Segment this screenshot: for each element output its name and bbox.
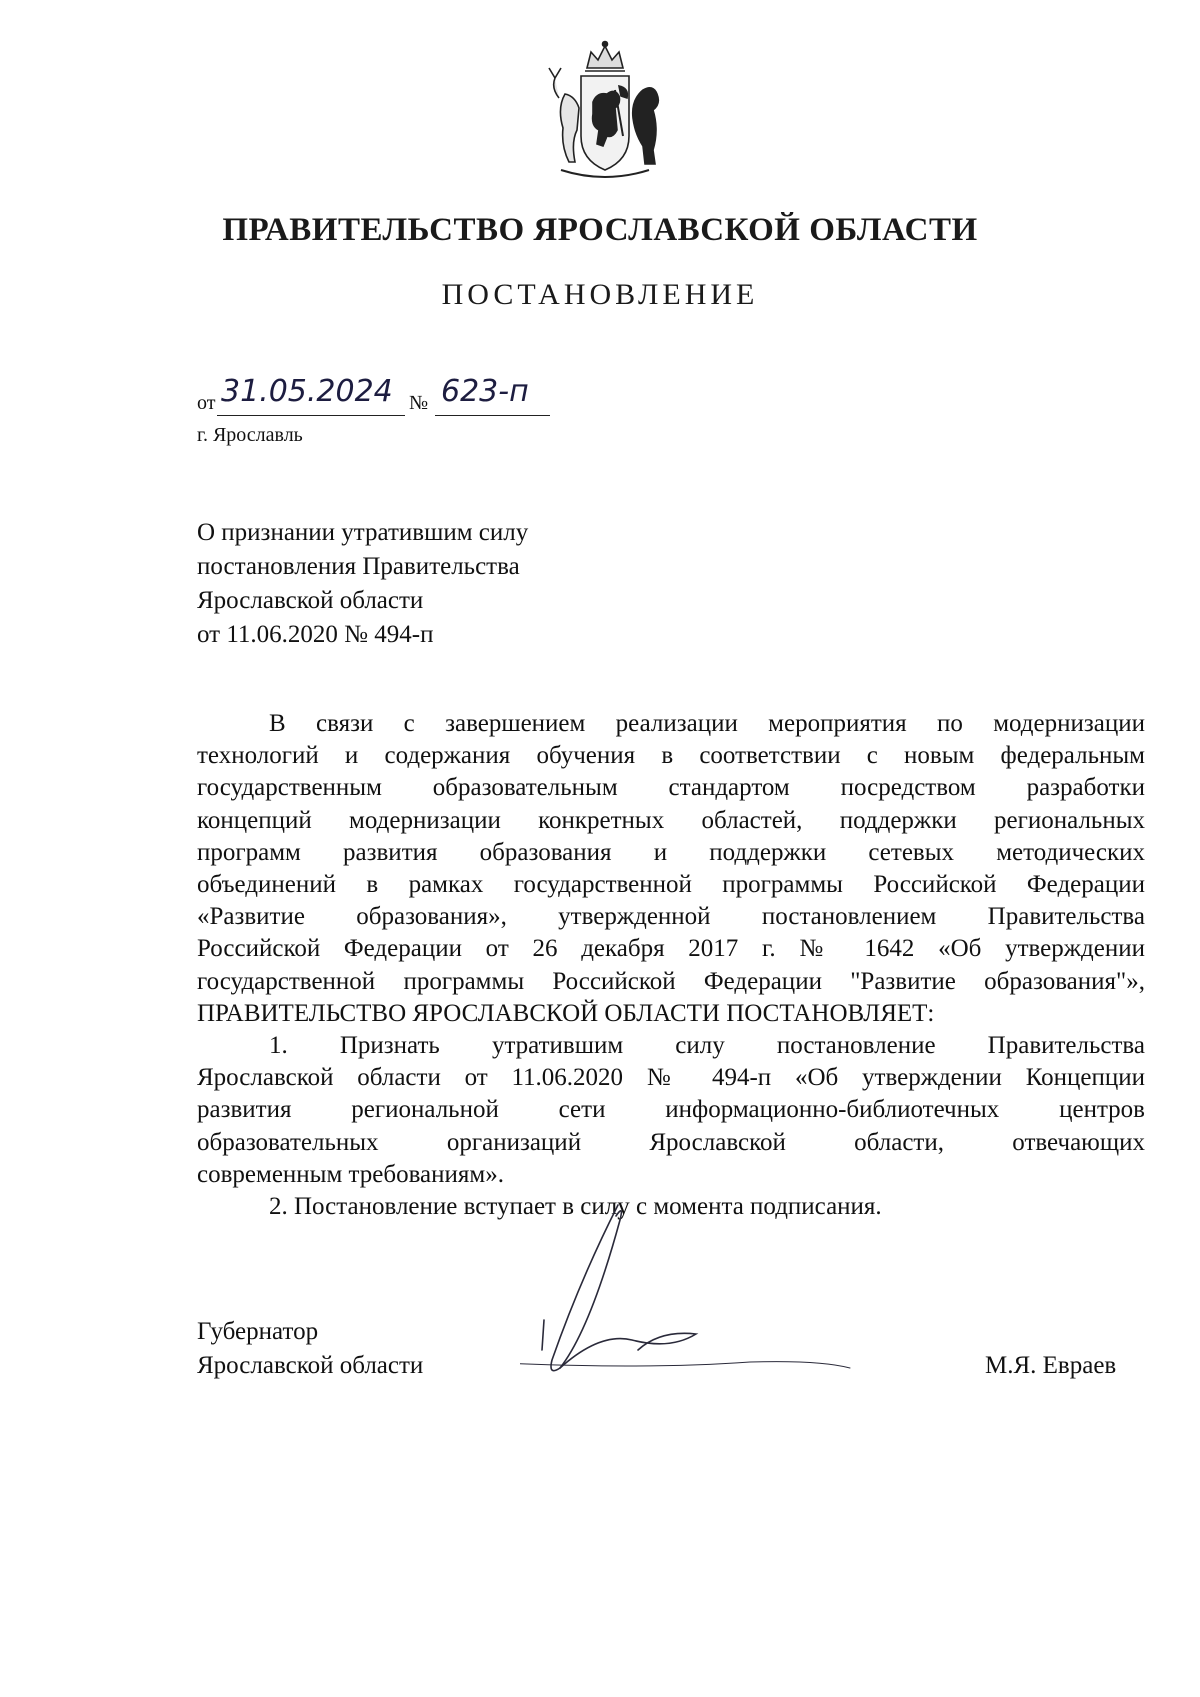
preamble-line: В связи с завершением реализации мероприятия по модернизации [269,710,1145,737]
date-prefix: от [197,392,216,414]
signer-position-line: Губернатор [197,1318,319,1345]
item-1-line: 1. Признать утратившим силу постановление Правительства [269,1032,1145,1060]
item-1-line: Ярославской области от 11.06.2020 № 494-п «Об утверждении Концепции [197,1064,1145,1092]
number-value: 623-п [441,374,529,409]
item-2: 2. Постановление вступает в силу с момента подписания. [269,1193,882,1221]
document-type: ПОСТАНОВЛЕНИЕ [441,278,759,311]
document-body [197,708,1145,1223]
document-subject [197,516,528,652]
preamble-line: государственным образовательным стандартом посредством разработки [197,774,1145,802]
preamble-line: программ развития образования и поддержки сетевых методических [197,838,1145,866]
preamble-line: «Развитие образования», утвержденной постановлением Правительства [197,903,1145,931]
preamble-line: Российской Федерации от 26 декабря 2017 г. № 1642 «Об утверждении [197,935,1145,963]
item-1-line: образовательных организаций Ярославской области, отвечающих [197,1128,1145,1156]
subject-line: Ярославской области [197,587,424,614]
preamble-line: государственной программы Российской Федерации "Развитие образования"», [197,967,1145,995]
preamble-line: объединений в рамках государственной программы Российской Федерации [197,871,1145,899]
item-1-line: развития региональной сети информационно-библиотечных центров [197,1096,1145,1124]
number-underline [435,415,550,416]
organization-title: ПРАВИТЕЛЬСТВО ЯРОСЛАВСКОЙ ОБЛАСТИ [222,212,978,248]
signer-name: М.Я. Евраев [985,1352,1117,1379]
city-label: г. Ярославль [197,424,303,446]
preamble-line: технологий и содержания обучения в соответствии с новым федеральным [197,742,1145,770]
handwritten-signature [520,1200,940,1400]
subject-line: О признании утратившим силу [197,519,529,546]
signer-position-line: Ярославской области [197,1352,424,1379]
subject-line: от 11.06.2020 № 494-п [197,621,434,648]
subject-line: постановления Правительства [197,553,520,580]
number-prefix: № [409,392,429,414]
date-value: 31.05.2024 [221,374,393,409]
decree-line: ПРАВИТЕЛЬСТВО ЯРОСЛАВСКОЙ ОБЛАСТИ ПОСТАНОВЛЯЕТ: [197,999,935,1027]
preamble-line: концепций модернизации конкретных областей, поддержки региональных [197,806,1145,834]
item-1-line: современным требованиям». [197,1160,504,1188]
coat-of-arms-emblem [535,38,675,188]
signer-position [197,1315,423,1383]
date-underline [217,415,405,416]
